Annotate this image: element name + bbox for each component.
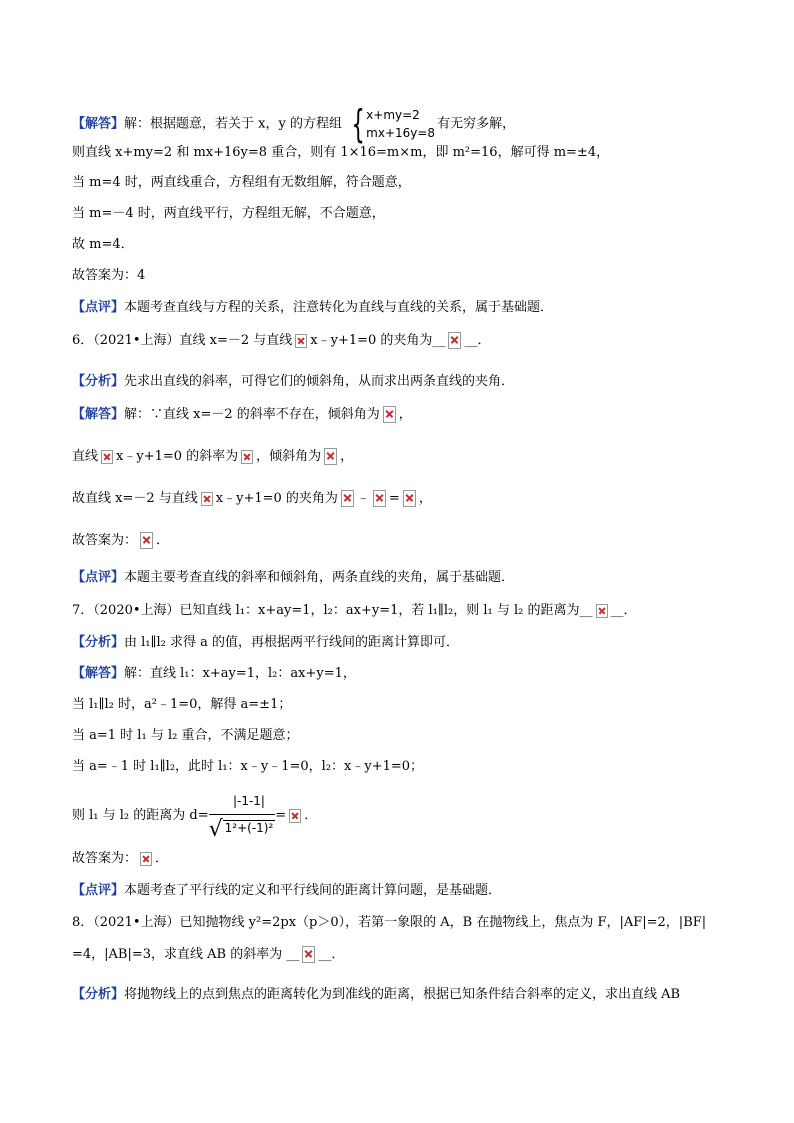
formula-image-icon [201, 492, 213, 506]
distance-fraction [209, 790, 276, 841]
answer-text: 解：∵直线 x=－2 的斜率不存在，倾斜角为 [124, 407, 380, 422]
comment-tag: 【点评】 [72, 883, 125, 898]
p6-answer-line3 [72, 489, 432, 509]
formula-image-icon [596, 604, 608, 618]
answer-text: ﹣ [356, 491, 370, 506]
answer-text: = [275, 808, 287, 823]
p7-distance-line [72, 790, 317, 841]
formula-image-icon [302, 946, 315, 963]
formula-image-icon [448, 332, 461, 349]
answer-text: ． [304, 808, 318, 823]
sqrt-icon: √ [208, 817, 223, 842]
answer-text: ． [156, 533, 170, 548]
analysis-text: 先求出直线的斜率，可得它们的倾斜角，从而求出两条直线的夹角． [124, 374, 515, 389]
answer-text: 解：直线 l₁：x+ay=1，l₂：ax+y=1， [124, 666, 356, 681]
p7-analysis [72, 633, 459, 653]
comment-text: 本题考查直线与方程的关系，注意转化为直线与直线的关系，属于基础题． [124, 300, 554, 315]
formula-image-icon [373, 490, 386, 507]
question-text: =4，|AB|=3，求直线 AB 的斜率为 __ [72, 947, 300, 962]
equation-system [346, 104, 435, 144]
p7-line4: 当 a=﹣1 时 l₁∥l₂，此时 l₁：x﹣y﹣1=0，l₂：x﹣y+1=0； [72, 759, 424, 774]
answer-text-end: 有无穷多解， [437, 116, 516, 132]
formula-image-icon [101, 450, 113, 464]
answer-tag: 【解答】 [72, 116, 125, 132]
formula-image-icon [289, 809, 301, 823]
analysis-tag: 【分析】 [72, 374, 125, 389]
question-text: 7．（2020•上海）已知直线 l₁：x+ay=1，l₂：ax+y=1，若 l₁∥l₂，则 l₁ 与 l₂ 的距离为__ [72, 603, 593, 618]
answer-text: 故直线 x=－2 与直线 [72, 491, 198, 506]
p8-question-line2 [72, 945, 344, 965]
p8-analysis [72, 985, 680, 1005]
formula-image-icon [241, 450, 253, 464]
formula-image-icon [324, 448, 337, 465]
p5-line6: 故答案为：4 [72, 268, 146, 283]
answer-tag: 【解答】 [72, 407, 125, 422]
answer-text: ，倾斜角为 [256, 449, 322, 464]
fraction-numerator: |-1-1| [209, 790, 276, 815]
question-text: __． [610, 603, 637, 618]
p6-analysis [72, 372, 514, 392]
formula-image-icon [383, 406, 396, 423]
answer-text: ． [155, 851, 169, 866]
formula-image-icon [295, 334, 307, 348]
answer-text: 故答案为： [72, 533, 138, 548]
p5-line4: 当 m=－4 时，两直线平行，方程组无解，不合题意， [72, 206, 385, 221]
equation-2: mx+16y=8 [366, 126, 436, 140]
brace-icon: { [351, 102, 365, 146]
fraction-denominator: 1²+(-1)² [224, 821, 274, 835]
question-text: __． [464, 333, 491, 348]
p7-line2: 当 l₁∥l₂ 时，a²﹣1=0，解得 a=±1； [72, 697, 292, 712]
p5-line5: 故 m=4． [72, 237, 134, 252]
analysis-text: 将抛物线上的点到焦点的距离转化为到准线的距离，根据已知条件结合斜率的定义，求出直线 AB [124, 987, 681, 1002]
p7-comment [72, 881, 501, 901]
comment-tag: 【点评】 [72, 300, 125, 315]
answer-tag: 【解答】 [72, 666, 125, 681]
formula-image-icon [403, 490, 416, 507]
formula-image-icon [140, 532, 153, 549]
analysis-tag: 【分析】 [72, 987, 125, 1002]
answer-text: ， [340, 449, 354, 464]
comment-tag: 【点评】 [72, 570, 125, 585]
question-text: 6．（2021•上海）直线 x=－2 与直线 [72, 333, 293, 348]
p7-answer-line1 [72, 664, 356, 684]
answer-text: 直线 [72, 449, 99, 464]
p5-line2: 则直线 x+my=2 和 mx+16y=8 重合，则有 1×16=m×m，即 m²=16，解可得 m=±4， [72, 145, 610, 160]
p7-line3: 当 a=1 时 l₁ 与 l₂ 重合，不满足题意； [72, 728, 299, 743]
formula-image-icon [140, 852, 152, 866]
answer-text: 故答案为： [72, 851, 138, 866]
question-text: x﹣y+1=0 的夹角为__ [310, 333, 446, 348]
p6-comment [72, 568, 514, 588]
answer-text: ， [418, 491, 432, 506]
p5-line3: 当 m=4 时，两直线重合，方程组有无数组解，符合题意， [72, 175, 411, 190]
question-text: __． [318, 947, 345, 962]
p8-question-line1: 8．（2021•上海）已知抛物线 y²=2px（p＞0），若第一象限的 A，B 在抛物线上，焦点为 F，|AF|=2，|BF| [72, 915, 707, 930]
answer-text: 则 l₁ 与 l₂ 的距离为 d= [72, 808, 209, 823]
comment-text: 本题主要考查直线的斜率和倾斜角，两条直线的夹角，属于基础题． [124, 570, 515, 585]
p6-answer-line1 [72, 405, 412, 425]
answer-text: = [388, 491, 400, 506]
p6-question [72, 331, 490, 351]
p6-answer-line4 [72, 531, 169, 551]
answer-text: ， [398, 407, 412, 422]
equation-1: x+my=2 [366, 108, 420, 122]
p7-answer-final [72, 849, 168, 869]
answer-text: x﹣y+1=0 的斜率为 [116, 449, 239, 464]
p5-answer-line1 [72, 104, 515, 144]
comment-text: 本题考查了平行线的定义和平行线间的距离计算问题，是基础题． [124, 883, 502, 898]
analysis-tag: 【分析】 [72, 635, 125, 650]
p7-question [72, 601, 637, 621]
p5-comment [72, 298, 553, 318]
formula-image-icon [341, 490, 354, 507]
analysis-text: 由 l₁∥l₂ 求得 a 的值，再根据两平行线间的距离计算即可． [124, 635, 460, 650]
answer-text: 解：根据题意，若关于 x，y 的方程组 [124, 116, 342, 132]
answer-text: x﹣y+1=0 的夹角为 [215, 491, 338, 506]
p6-answer-line2 [72, 447, 353, 467]
